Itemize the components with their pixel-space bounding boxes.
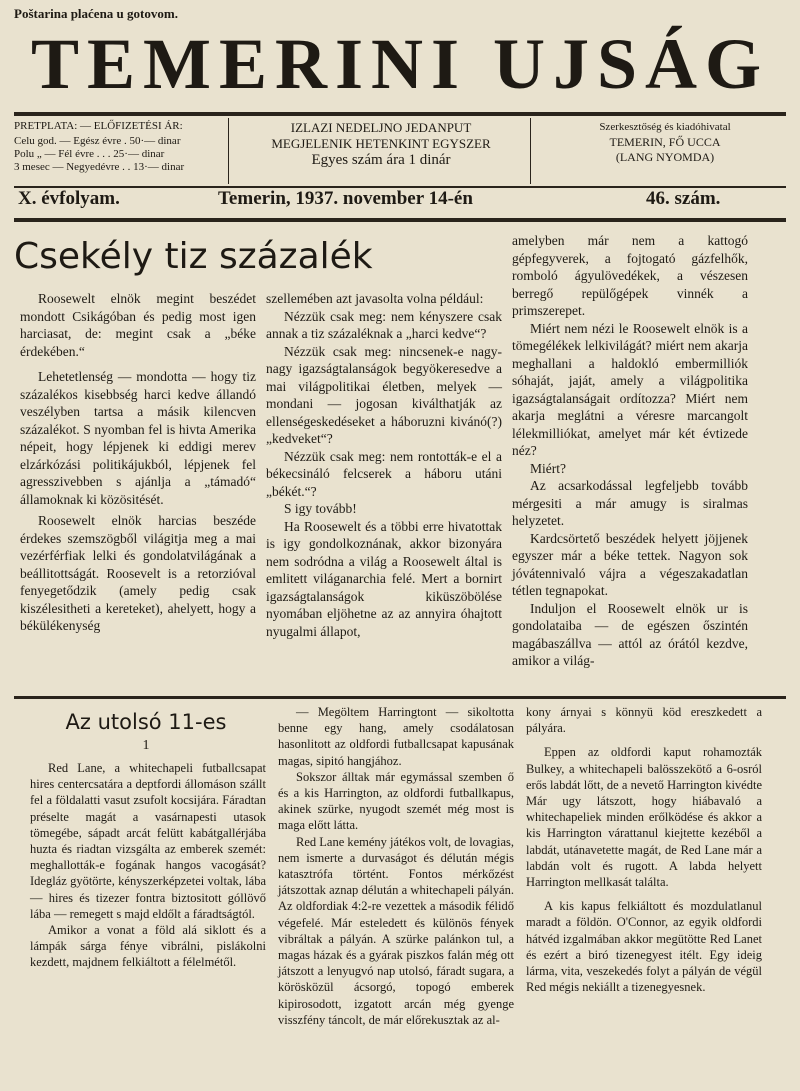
- paragraph: Kardcsörtető beszédek helyett jöjjenek egyszer már a béke tettek. Nagyon sok jóvátennivaló vájra a végeszakadatlan tétlen tegnapokat.: [512, 530, 748, 598]
- publication-line: IZLAZI NEDELJNO JEDANPUT: [290, 120, 472, 135]
- subscription-line: Celu god. — Egész évre . 50·— dinar: [14, 135, 181, 147]
- article-column: [266, 290, 502, 640]
- subscription-line: 3 mesec — Negyedévre . . 13·— dinar: [14, 161, 185, 173]
- paragraph: Nézzük csak meg: nem kényszere csak annak a tiz százaléknak a „harci kedve“?: [266, 308, 502, 341]
- paragraph: Roosewelt elnök harcias beszéde érdekes szemszögből világitja meg a mai vezérférfiak lelki és gondolatvilágának a beállitottságát. Roosevelt is a retorzióval fenyegetődzik (amely pedig csak kiszélesitheti a kereteket), ahelyett, hogy a békülékenység: [20, 513, 256, 633]
- issue-volume: X. évfolyam.: [18, 188, 120, 209]
- office-line: (LANG NYOMDA): [615, 150, 715, 164]
- paragraph: Az acsarkodással legfeljebb tovább mérgesiti a már amugy is siralmas helyzetet.: [512, 478, 748, 528]
- paragraph: Red Lane kemény játékos volt, de lovagias, nem ismerte a durvaságot és délután mégis katasztrófa történt. Fontos mérkőzést játszottak aznap délután a whitechapeli pályán. Az oldfordiak 4:2-re vezettek a második félidő végefelé. Már esteledett és különös fények vibráltak a pályán. A szürke palánkon tul, a magas házak és a gyárak piszkos falán még ott játszott a lenyugvó nap utolsó, fáradt sugara, a körösközül ácsorgó, topogó emberek kipirosodott, izgatott arcán még gyenge visszfény táncolt, de már előrekusztak az al-: [278, 834, 514, 1027]
- chapter-number: 1: [142, 738, 150, 753]
- masthead-title: TEMERINI UJSÁG: [30, 24, 770, 104]
- issue-number: 46. szám.: [646, 188, 721, 209]
- office-box: [540, 120, 790, 190]
- paragraph: A kis kapus felkiáltott és mozdulatlanul maradt a földön. O'Connor, az egyik oldfordi hátvéd izgalmában akkor megütötte Red Lanet és ezért a biró tizenegyest itélt. Egy ideig lárma, vita, veszekedés folyt a pályán de végül Red mégis nekiállt a tizenegyesnek.: [526, 899, 762, 995]
- paragraph: Amikor a vonat a föld alá siklott és a lámpák sárga fénye vibrálni, pislákolni kezdett, majdnem felkiáltott a félelmétől.: [30, 923, 266, 970]
- paragraph: Nézzük csak meg: nincsenek-e nagy-nagy igazságtalanságok begyökeresedve a mai világpolitikai életben, melyek — mondani — jogosan kiválthatják az ellenségeskedéseket a háboruzni kivánó(?) „kedveket“?: [266, 343, 502, 446]
- article-column: [20, 290, 256, 635]
- paragraph: S igy tovább!: [284, 501, 357, 516]
- publication-box: [236, 120, 526, 190]
- section-rule: [14, 696, 786, 699]
- publication-line: MEGJELENIK HETENKINT EGYSZER: [271, 136, 491, 151]
- paragraph: szellemében azt javasolta volna például:: [266, 291, 484, 306]
- paragraph: Sokszor álltak már egymással szemben ő és a kis Harrington, az oldfordi futballkapus, akinek szürke, nyugodt szemét még most is maga előtt látta.: [278, 769, 514, 833]
- issue-date: Temerin, 1937. november 14-én: [218, 188, 473, 209]
- paragraph: Miért?: [530, 460, 566, 476]
- paragraph: Nézzük csak meg: nem rontották-e el a békecsináló felcserek a háboru utáni „békét.“?: [266, 448, 502, 499]
- header-divider: [228, 118, 229, 184]
- paragraph: Eppen az oldfordi kaput rohamozták Bulkey, a whitechapeli balösszekötő a 6-osról erős labdát lőtt, de a nevető Harrington kivédte Már ugy látszott, hogy hiábavaló a whitechapeliek minden erőlködése és akkor a kis Harrington várattanul kiejtette kezéből a labdát, utánavetette magát, de Red Lane már a labdán volt és rugott. A labda helyett Harrington mellkasát találta.: [526, 745, 762, 890]
- paragraph: amelyben már nem a kattogó gépfegyverek, a fojtogató gázfelhők, romboló ágyulövedékek, a vészesen berregő repülőgépek vinnék a primszerepet.: [512, 233, 748, 318]
- paragraph: kony árnyai s könnyü köd ereszkedett a pályára.: [526, 705, 762, 736]
- story-column: [278, 704, 514, 1028]
- paragraph: Ha Roosewelt és a többi erre hivatottak is igy gondolkoznának, akkor bizonyára nem sodródna a világ a Roosewelt által is emlitett világanarchia felé. Mert a bornirt igazságtalanságok kiküszöbölése nyomában eljöhetne az az annyira óhajtott nyugalmi állapot,: [266, 518, 502, 639]
- subscription-title: PRETPLATA: — ELŐFIZETÉSI ÁR:: [14, 120, 183, 132]
- story-title: Az utolsó 11-es: [65, 710, 227, 734]
- paragraph: Roosewelt elnök megint beszédet mondott Csikágóban és pedig most igen harciasat, de: megint csak a „béke érdekében.“: [20, 291, 256, 359]
- paragraph: Red Lane, a whitechapeli futballcsapat hires centercsatára a deptfordi állomáson szállt fel a földalatti vasut zsufolt kocsijára. Fáradtan préselte magát a vasárnapesti utasok tömegébe, sápadt arcát felütt kabátgallérjába huzta és riadtan vizsgálta az emberek szemét: meghallották-e fogának hangos vacogását? Idegláz gyötörte, kényszerképzetei voltak, lába — hires és tizezer fontra biztositott góllövő lába — remegett s majd eldőlt a fáradtságtól.: [30, 761, 266, 921]
- subscription-box: [14, 120, 224, 190]
- article-title: Csekély tiz százalék: [14, 236, 373, 277]
- paragraph: Induljon el Roosewelt elnök ur is gondolataiba — de egészen őszintén magábaszállva — attól az órától kezdve, amikor a világ-: [512, 600, 748, 668]
- subscription-line: Polu „ — Fél évre . . . 25·— dinar: [14, 148, 165, 160]
- office-line: TEMERIN, FŐ UCCA: [609, 135, 721, 149]
- office-line: Szerkesztőség és kiadóhivatal: [599, 121, 731, 133]
- top-rule: [14, 112, 786, 116]
- story-column: [526, 704, 762, 995]
- article-column: [512, 232, 748, 670]
- paragraph: Lehetetlenség — mondotta — hogy tiz százalékos kisebbség harci kedve állandó veszélyben tartsa a másik kilencven százalékot. S nyomban fel is hivta Amerika népeit, hogy lépjenek ki eddigi merev elzárkózási politikájukból, lépjenek fel agresszivebben s ajánlja a „támadó“ államoknak ki közösitését.: [20, 369, 256, 507]
- header-divider: [530, 118, 531, 184]
- issue-bottom-rule: [14, 218, 786, 222]
- paragraph: Miért nem nézi le Roosewelt elnök is a tömegélékek lelkivilágát? miért nem akarja meghallani a haldokló embermilliók sóhaját, jaját, amely a világpolitika igazságtalanságait ordítozza? Miért nem akarja meglátni a véresre marcangolt lélekmilliókat, amelyet már két évtizede néz?: [512, 320, 748, 458]
- publication-price: Egyes szám ára 1 dinár: [311, 152, 451, 168]
- paragraph: — Megöltem Harringtont — sikoltotta benne egy hang, amely csodálatosan hasonlitott az oldfordi futballcsapat kapusának magas, sipitó hangjához.: [278, 705, 514, 768]
- story-column: [30, 760, 266, 971]
- postage-note: Poštarina plaćena u gotovom.: [14, 6, 178, 21]
